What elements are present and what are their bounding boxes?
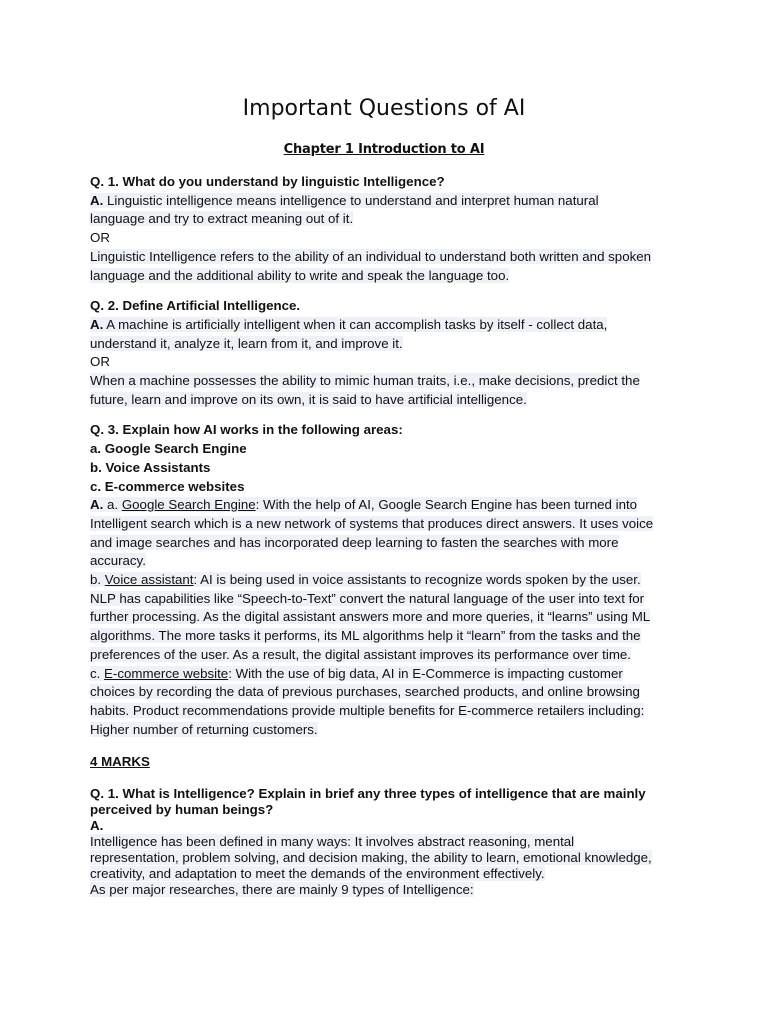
answer-3b-line-2: NLP has capabilities like “Speech-to-Text” convert the natural language of the user into text for	[90, 590, 645, 606]
answer-prefix: A.	[90, 316, 104, 332]
question-2-section	[90, 297, 678, 409]
answer-4m-line-4: As per major researches, there are mainly 9 types of Intelligence:	[90, 882, 474, 898]
answer-1-line-3: Linguistic Intelligence refers to the ability of an individual to understand both written and spoken	[90, 248, 652, 264]
question-1: Q. 1. What do you understand by linguistic Intelligence?	[90, 174, 445, 189]
chapter-heading: Chapter 1 Introduction to AI	[283, 142, 485, 157]
page-title: Important Questions of AI	[242, 96, 526, 121]
four-marks-question-1	[90, 786, 678, 898]
answer-3c-line-4: Higher number of returning customers.	[90, 721, 318, 737]
question-4m-1-line-1: Q. 1. What is Intelligence? Explain in brief any three types of intelligence that are mainly	[90, 786, 646, 802]
term-google-search-engine: Google Search Engine	[121, 497, 256, 513]
answer-text: A machine is artificially intelligent when it can accomplish tasks by itself - collect data,	[106, 316, 608, 332]
answer-4m-line-2: representation, problem solving, and decision making, the ability to learn, emotional knowledge,	[90, 850, 652, 866]
question-2: Q. 2. Define Artificial Intelligence.	[90, 298, 301, 314]
answer-3a-line-3: and image searches and has incorporated deep learning to fasten the searches with more	[90, 534, 619, 550]
or-separator: OR	[90, 354, 110, 370]
question-1-section	[90, 173, 678, 285]
answer-3c-line-1: c. E-commerce website: With the use of big data, AI in E-Commerce is impacting customer	[90, 665, 623, 681]
section-heading-4-marks: 4 MARKS	[90, 754, 150, 770]
option-b: b. Voice Assistants	[90, 459, 211, 475]
answer-2-line-3: When a machine possesses the ability to mimic human traits, i.e., make decisions, predict the	[90, 373, 640, 389]
question-3-section	[90, 421, 678, 739]
answer-prefix: A.	[90, 497, 104, 513]
answer-1-line-4: language and the additional ability to write and speak the language too.	[90, 267, 510, 283]
answer-2-line-1	[90, 316, 678, 335]
four-marks-section	[90, 753, 678, 772]
answer-prefix: A.	[90, 818, 104, 834]
question-4m-1-line-2: perceived by human beings?	[90, 802, 274, 818]
answer-3c-line-2: choices by recording the data of previous purchases, searched products, and online browsing	[90, 684, 640, 700]
answer-3b-line-5: preferences of the user. As a result, the digital assistant improves its performance over time.	[90, 646, 631, 662]
answer-1-line-1	[90, 192, 678, 211]
answer-3a-line-2: Intelligent search which is a new network of systems that produces direct answers. It uses voice	[90, 515, 654, 531]
answer-3c-line-3: habits. Product recommendations provide multiple benefits for E-commerce retailers including:	[90, 702, 645, 718]
term-ecommerce-website: E-commerce website	[104, 665, 229, 681]
answer-2-line-2: understand it, analyze it, learn from it, and improve it.	[90, 335, 403, 351]
answer-3b-line-3: further processing. As the digital assistant answers more and more queries, it “learns” using ML	[90, 609, 651, 625]
answer-prefix: A.	[90, 192, 104, 208]
answer-4m-line-1: Intelligence has been defined in many ways: It involves abstract reasoning, mental	[90, 834, 575, 850]
answer-4m-line-3: creativity, and adaptation to meet the demands of the environment effectively.	[90, 866, 545, 882]
answer-3a-line-4: accuracy.	[90, 553, 146, 569]
term-voice-assistant: Voice assistant	[104, 572, 194, 588]
answer-3a-line-1: A. a. Google Search Engine: With the help of AI, Google Search Engine has been turned into	[90, 497, 638, 513]
or-separator: OR	[90, 230, 110, 246]
answer-1-line-2: language and try to extract meaning out of it.	[90, 211, 354, 227]
answer-3b-line-1: b. Voice assistant: AI is being used in voice assistants to recognize words spoken by the user.	[90, 572, 641, 588]
answer-2-line-4: future, learn and improve on its own, it is said to have artificial intelligence.	[90, 391, 527, 407]
option-c: c. E-commerce websites	[90, 478, 245, 494]
answer-3b-line-4: algorithms. The more tasks it performs, its ML algorithms help it “learn” from the tasks and the	[90, 628, 641, 644]
question-3: Q. 3. Explain how AI works in the following areas:	[90, 422, 403, 438]
answer-text: Linguistic intelligence means intelligence to understand and interpret human natural	[107, 192, 599, 208]
option-a: a. Google Search Engine	[90, 441, 247, 457]
